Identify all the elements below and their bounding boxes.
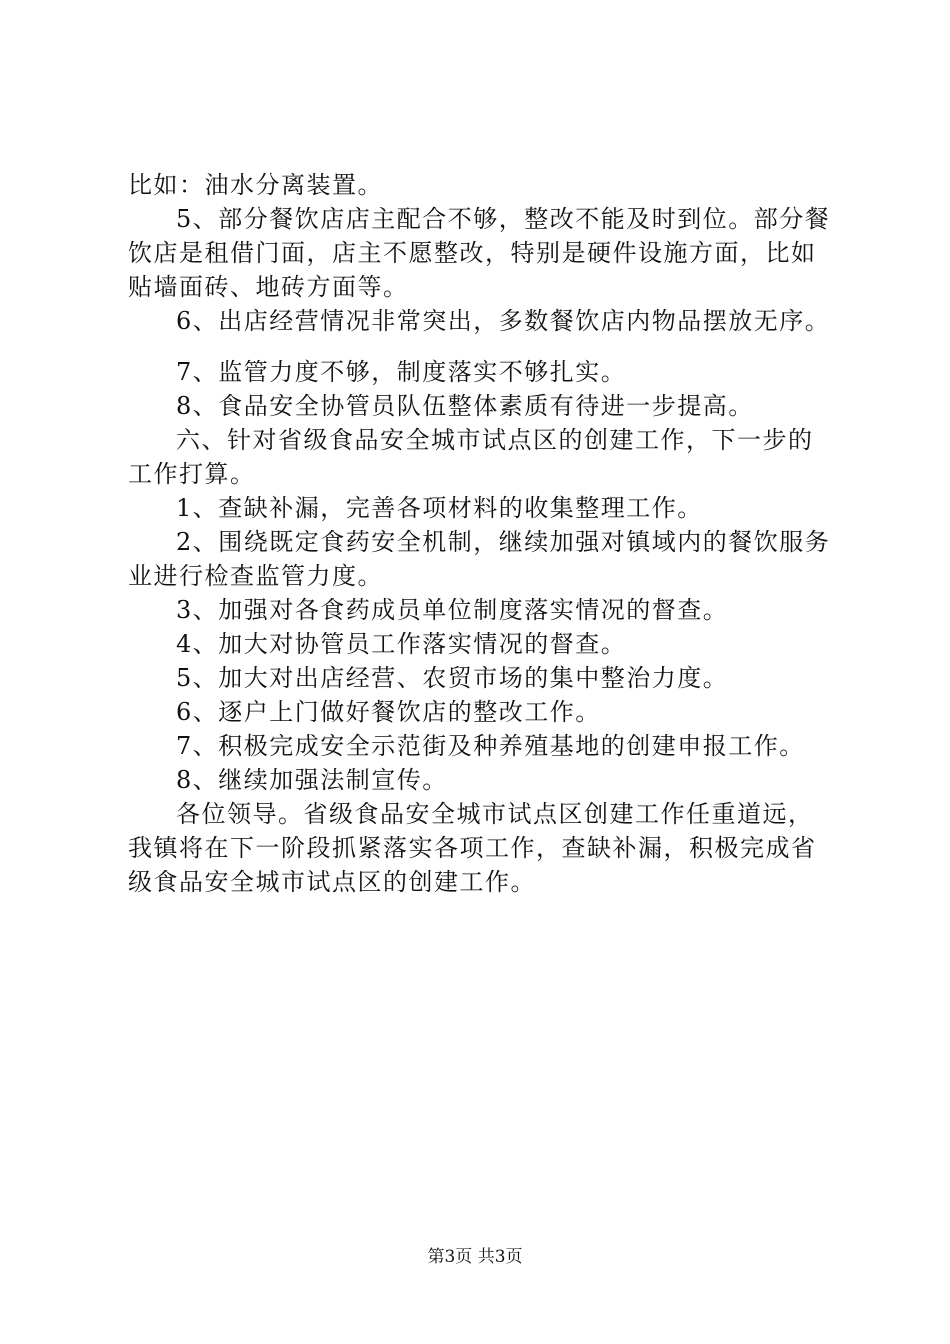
paragraph-line: 5、部分餐饮店店主配合不够，整改不能及时到位。部分餐 <box>176 205 831 233</box>
paragraph-line: 8、食品安全协管员队伍整体素质有待进一步提高。 <box>176 392 754 420</box>
paragraph-line: 饮店是租借门面，店主不愿整改，特别是硬件设施方面，比如 <box>128 239 817 267</box>
paragraph-line: 贴墙面砖、地砖方面等。 <box>128 273 409 301</box>
paragraph-line: 比如：油水分离装置。 <box>128 171 383 199</box>
paragraph-line: 2、围绕既定食药安全机制，继续加强对镇域内的餐饮服务 <box>176 528 831 556</box>
paragraph-line: 5、加大对出店经营、农贸市场的集中整治力度。 <box>176 664 729 692</box>
section-heading-line: 六、针对省级食品安全城市试点区的创建工作，下一步的 <box>176 426 814 454</box>
section-heading-line: 工作打算。 <box>128 460 256 488</box>
paragraph-line: 7、积极完成安全示范街及种养殖基地的创建申报工作。 <box>176 732 805 760</box>
paragraph-line: 业进行检查监管力度。 <box>128 562 383 590</box>
page-number-footer: 第3页 共3页 <box>427 1247 523 1267</box>
paragraph-line: 6、逐户上门做好餐饮店的整改工作。 <box>176 698 601 726</box>
paragraph-spacer <box>128 338 832 355</box>
paragraph-line: 3、加强对各食药成员单位制度落实情况的督查。 <box>176 596 729 624</box>
paragraph-line: 6、出店经营情况非常突出，多数餐饮店内物品摆放无序。 <box>176 307 831 335</box>
paragraph-line: 各位领导。省级食品安全城市试点区创建工作任重道远， <box>176 800 814 828</box>
paragraph-line: 级食品安全城市试点区的创建工作。 <box>128 868 536 896</box>
paragraph-line: 1、查缺补漏，完善各项材料的收集整理工作。 <box>176 494 703 522</box>
paragraph-line: 7、监管力度不够，制度落实不够扎实。 <box>176 358 627 386</box>
paragraph-line: 4、加大对协管员工作落实情况的督查。 <box>176 630 627 658</box>
document-body <box>128 168 832 899</box>
paragraph-line: 我镇将在下一阶段抓紧落实各项工作，查缺补漏，积极完成省 <box>128 834 817 862</box>
paragraph-line: 8、继续加强法制宣传。 <box>176 766 448 794</box>
